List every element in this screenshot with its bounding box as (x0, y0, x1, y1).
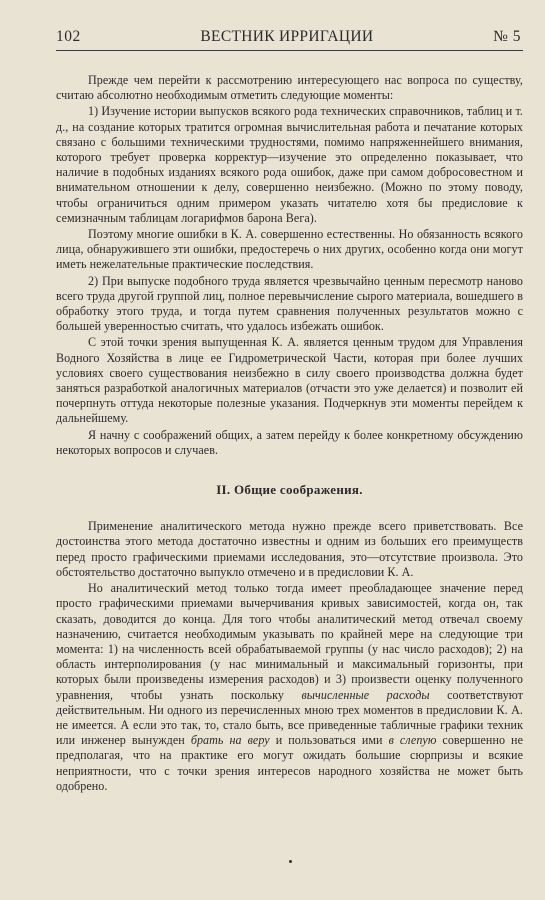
paragraph: Применение аналитического метода нужно прежде всего приветствовать. Все достоинства этого метода достаточно известны и одним из больших его преимуществ перед просто графическими приемами исследования, это—отсутствие произвола. Это обстоятельство достаточно выпукло отмечено и в предисловии К. А. (56, 519, 523, 579)
paragraph: Прежде чем перейти к рассмотрению интересующего нас вопроса по существу, считаю абсолютно необходимым отметить следующие моменты: (56, 73, 523, 103)
italic-run: брать на веру (190, 733, 270, 748)
article-body (56, 73, 523, 794)
italic-run: в слепую (388, 733, 437, 748)
paragraph: 2) При выпуске подобного труда является чрезвычайно ценным пересмотр наново всего труда другой группой лиц, полное перевычисление сырого материала, вошедшего в обработку этого труда, и тогда путем сравнения полученных результатов можно с большей уверенностью считать, что удалось избежать ошибок. (56, 273, 523, 334)
paragraph: С этой точки зрения выпущенная К. А. является ценным трудом для Управления Водного Хозяйства в лице ее Гидрометрической Части, которая при более лучших условиях своего существования неизбежно в силу своего производства должна будет заняться разработкой аналогичных материалов (отчасти это уже делается) и позволит ей почерпнуть оттуда некоторые полезные указания. Подчеркнув эти моменты перейдем к дальнейшему. (56, 335, 523, 426)
paragraph-final (56, 581, 523, 794)
text-run: Но аналитический метод только тогда имеет преобладающее значение перед просто графическими приемами вычерчивания кривых зависимостей, когда он, так сказать, доводится до конца. Для того чтобы аналитический метод отвечал своему назначению, считается необходимым указывать по крайней мере на следующие три момента: 1) на численность всей обрабатываемой группы (у нас число расходов); 2) на область интерполирования (у нас минимальный и максимальный горизонты, при которых были произведены измерения расходов) и 3) произвести оценку полученного уравнения, чтобы узнать поскольку (56, 581, 523, 702)
journal-title: ВЕСТНИК ИРРИГАЦИИ (200, 28, 374, 45)
issue-number: № 5 (493, 28, 521, 45)
page-number: 102 (56, 28, 81, 45)
text-run: соответствуют действительным. Ни одного из перечисленных мною трех моментов в предисловии К. А. не имеется. А если это так, то, стало быть, все приведенные табличные графики техник или инженер вынужден (56, 687, 523, 748)
italic-run: вычисленные расходы (301, 687, 430, 702)
paragraph: 1) Изучение истории выпусков всякого рода технических справочников, таблиц и т. д., на создание которых тратится огромная вычислительная работа и печатание которых связано с большими техническими трудностями, помимо напряженнейшего внимания, которого требует проверка корректур—изучение это определенно показывает, что наличие в подобных изданиях всякого рода ошибок, даже при самом добросовестном и внимательном отношении к делу, совершенно неизбежно. (Можно по этому поводу, чтобы ограничиться одним примером указать читателю хотя бы предисловие к семизначным таблицам логарифмов барона Вега). (56, 104, 523, 225)
ink-dot (289, 860, 292, 863)
running-header (56, 28, 523, 51)
text-run: совершенно не предполагая, что на практике его могут ожидать большие сюрпризы и всякие неприятности, что с точки зрения интересов народного хозяйства не может быть одобрено. (56, 733, 523, 793)
paragraph: Я начну с соображений общих, а затем перейду к более конкретному обсуждению некоторых вопросов и случаев. (56, 427, 523, 457)
text-run: и пользоваться ими (269, 733, 389, 748)
section-heading: II. Общие соображения. (216, 482, 363, 498)
paragraph: Поэтому многие ошибки в К. А. совершенно естественны. Но обязанность всякого лица, обнаружившего эти ошибки, предостеречь о них других, особенно когда они могут иметь нежелательные практические последствия. (56, 227, 523, 272)
